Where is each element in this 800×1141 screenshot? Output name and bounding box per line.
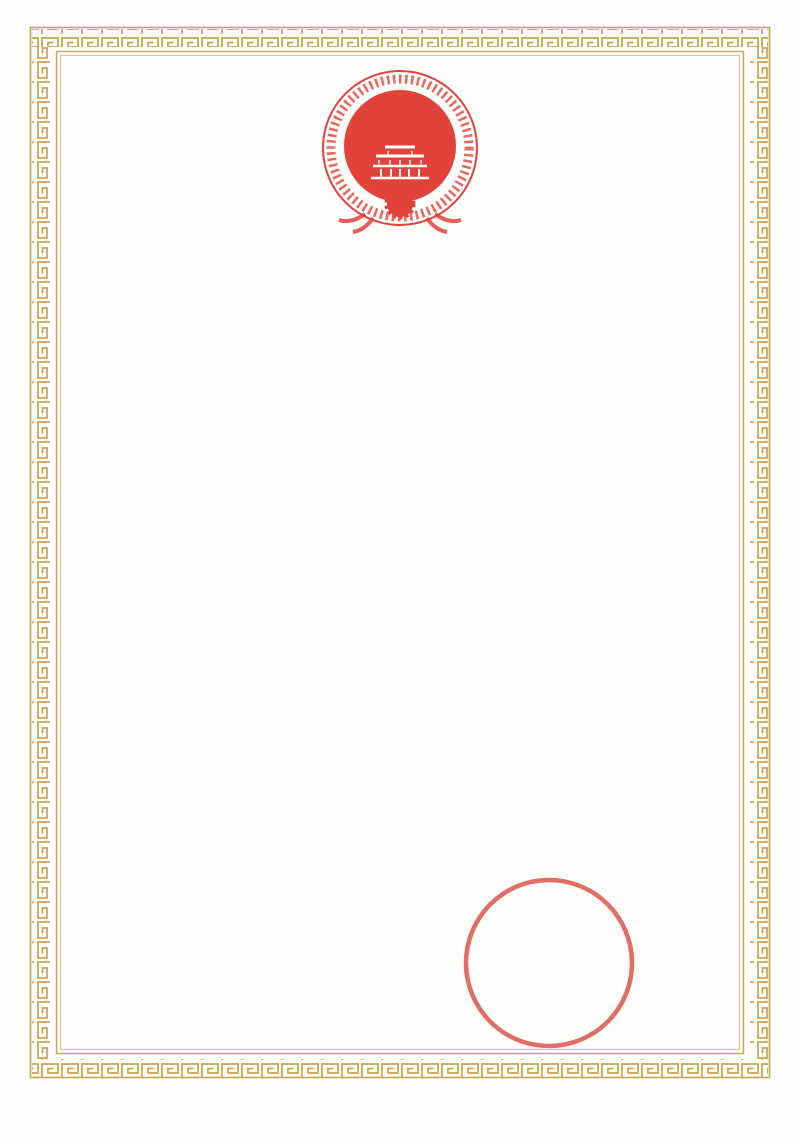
official-red-stamp bbox=[452, 866, 646, 1060]
issue-date-line bbox=[470, 984, 750, 1029]
emblem-gear bbox=[387, 191, 413, 217]
national-emblem-icon bbox=[313, 68, 487, 240]
stamp-ring bbox=[452, 866, 646, 1060]
qr-code bbox=[86, 841, 235, 990]
